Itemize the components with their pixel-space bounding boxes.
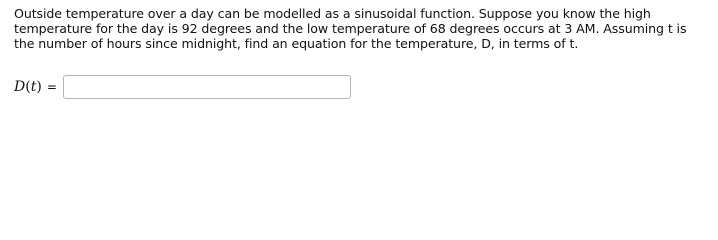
function-name: D [14, 79, 26, 95]
question-text: Outside temperature over a day can be modelled as a sinusoidal function. Suppose you know the high temperature for the day is 92 degrees and the low temperature of 68 degrees occurs at 3 AM. Assuming t is the number of hours since midnight, find an equation for the temperature, D, in terms of t. [14, 6, 687, 51]
answer-input[interactable] [63, 75, 351, 99]
close-paren: ) [36, 79, 42, 95]
function-variable: t [30, 79, 37, 95]
open-paren: ( [25, 79, 31, 95]
function-label [14, 79, 42, 95]
answer-row [14, 74, 351, 100]
equals-sign: = [46, 80, 57, 94]
